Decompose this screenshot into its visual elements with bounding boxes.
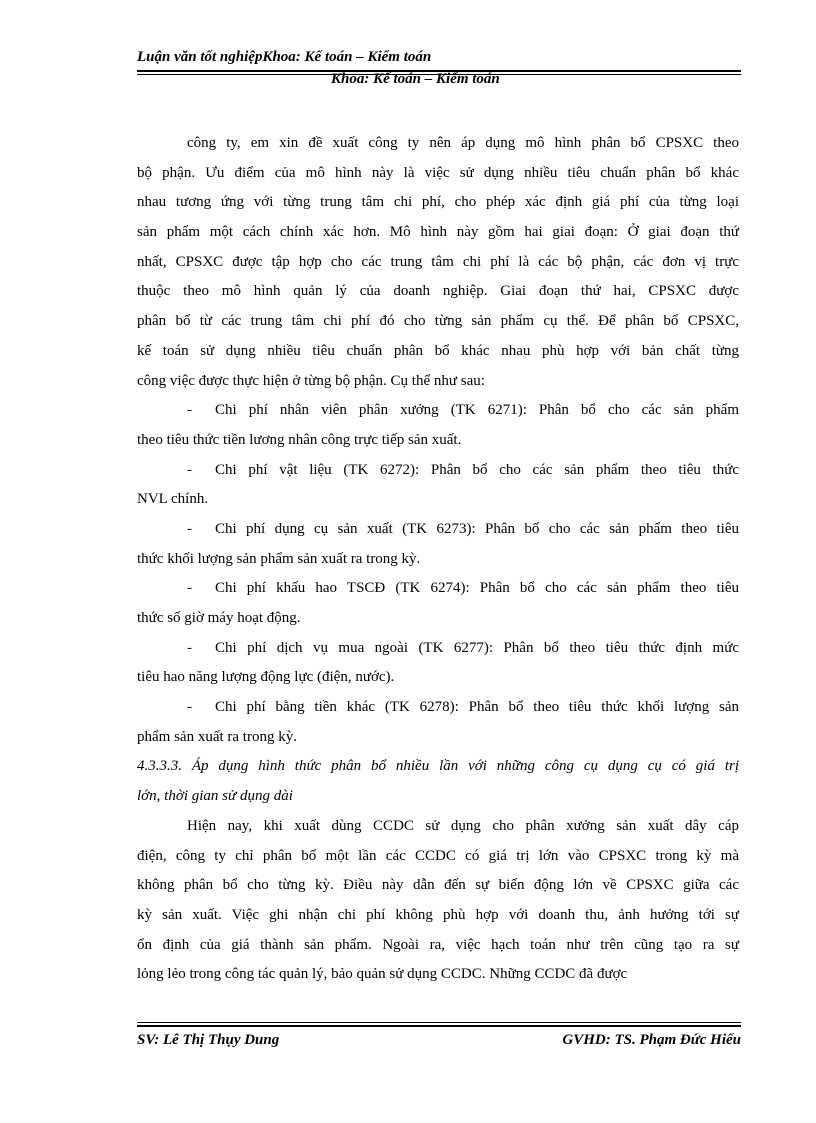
bullet-item bbox=[137, 574, 739, 604]
paragraph-1-line: nhau tương ứng với từng trung tâm chi phí, cho phép xác định giá phí của từng loại bbox=[137, 194, 739, 211]
bullet-continuation: NVL chính. bbox=[137, 491, 209, 508]
bullet-text: Chi phí vật liệu (TK 6272): Phân bổ cho các sản phẩm theo tiêu thức bbox=[215, 461, 739, 478]
bullet-text: Chi phí dịch vụ mua ngoài (TK 6277): Phân bổ theo tiêu thức định mức bbox=[215, 639, 739, 656]
bullet-item bbox=[137, 396, 739, 426]
bullet-dash: - bbox=[187, 461, 192, 478]
bullet-continuation: thức số giờ máy hoạt động. bbox=[137, 610, 301, 626]
bullet-dash: - bbox=[187, 639, 192, 656]
paragraph-2-line: ổn định của giá thành sản phẩm. Ngoài ra, việc hạch toán như trên cũng tạo ra sự bbox=[137, 936, 739, 953]
bullet-text: Chi phí nhân viên phân xưởng (TK 6271): Phân bổ cho các sản phẩm bbox=[215, 402, 739, 419]
paragraph-1-line: kế toán sử dụng nhiều tiêu chuẩn phân bổ khác nhau phù hợp với bản chất từng bbox=[137, 342, 739, 359]
paragraph-1-line: nhất, CPSXC được tập hợp cho các trung tâm chi phí là các bộ phận, các đơn vị trực bbox=[137, 253, 739, 270]
bullet-continuation: tiêu hao năng lượng động lực (điện, nước). bbox=[137, 669, 395, 686]
paragraph-1-line: công ty, em xin đề xuất công ty nên áp dụng mô hình phân bổ CPSXC theo bbox=[187, 135, 739, 151]
bullet-dash: - bbox=[187, 580, 192, 597]
bullet-item bbox=[137, 456, 739, 486]
header-faculty: Khoa: Kế toán – Kiểm toán bbox=[331, 71, 500, 87]
section-heading: 4.3.3.3. Áp dụng hình thức phân bổ nhiều lần với những công cụ dụng cụ có giá trị bbox=[137, 758, 739, 775]
bullet-dash: - bbox=[187, 402, 192, 419]
paragraph-2-line: điện, công ty chỉ phân bổ một lần các CCDC có giá trị lớn vào CPSXC trong kỳ mà bbox=[137, 847, 739, 864]
paragraph-1-line: bộ phận. Ưu điểm của mô hình này là việc sử dụng nhiều tiêu chuẩn phân bổ khác bbox=[137, 164, 739, 181]
paragraph-2-line: lỏng lẻo trong công tác quản lý, bảo quản sử dụng CCDC. Những CCDC đã được bbox=[137, 966, 628, 983]
paragraph-1-line: sản phẩm một cách chính xác hơn. Mô hình này gồm hai giai đoạn: Ở giai đoạn thứ bbox=[137, 224, 739, 241]
footer-advisor: GVHD: TS. Phạm Đức Hiếu bbox=[562, 1032, 741, 1048]
bullet-continuation: phẩm sản xuất ra trong kỳ. bbox=[137, 728, 297, 745]
footer-rule-thin bbox=[137, 1022, 741, 1023]
paragraph-1-line: thuộc theo mô hình quản lý của doanh nghiệp. Giai đoạn thứ hai, CPSXC được bbox=[137, 283, 739, 300]
paragraph-2-line: kỳ sản xuất. Việc ghi nhận chi phí không phù hợp với doanh thu, ảnh hưởng tới sự bbox=[137, 906, 739, 923]
bullet-text: Chi phí khấu hao TSCĐ (TK 6274): Phân bổ cho các sản phẩm theo tiêu bbox=[215, 580, 739, 597]
footer-student: SV: Lê Thị Thụy Dung bbox=[137, 1032, 280, 1048]
header-title: Luận văn tốt nghiệpKhoa: Kế toán – Kiểm toán bbox=[137, 49, 432, 65]
bullet-dash: - bbox=[187, 699, 192, 716]
paragraph-2-line: Hiện nay, khi xuất dùng CCDC sử dụng cho phân xưởng sản xuất dây cáp bbox=[187, 817, 739, 834]
bullet-item bbox=[137, 515, 739, 545]
bullet-item bbox=[137, 634, 739, 664]
page-header bbox=[137, 48, 741, 87]
paragraph-1-line: công việc được thực hiện ở từng bộ phận. Cụ thể như sau: bbox=[137, 372, 485, 389]
bullet-continuation: thức khối lượng sản phẩm sản xuất ra trong kỳ. bbox=[137, 550, 421, 567]
paragraph-2-line: không phân bổ cho từng kỳ. Điều này dẫn đến sự biến động lớn về CPSXC giữa các bbox=[137, 877, 739, 894]
bullet-text: Chi phí dụng cụ sản xuất (TK 6273): Phân bổ cho các sản phẩm theo tiêu bbox=[215, 520, 739, 537]
paragraph-1-line: phân bổ từ các trung tâm chi phí đó cho từng sản phẩm cụ thể. Để phân bổ CPSXC, bbox=[137, 313, 739, 330]
bullet-text: Chi phí bằng tiền khác (TK 6278): Phân bổ theo tiêu thức khối lượng sản bbox=[215, 699, 739, 716]
page-body bbox=[137, 129, 739, 990]
footer-rule-thick bbox=[137, 1025, 741, 1027]
section-heading-continuation: lớn, thời gian sử dụng dài bbox=[137, 788, 293, 805]
bullet-continuation: theo tiêu thức tiền lương nhân công trực tiếp sản xuất. bbox=[137, 431, 462, 448]
bullet-item bbox=[137, 693, 739, 723]
bullet-dash: - bbox=[187, 520, 192, 537]
